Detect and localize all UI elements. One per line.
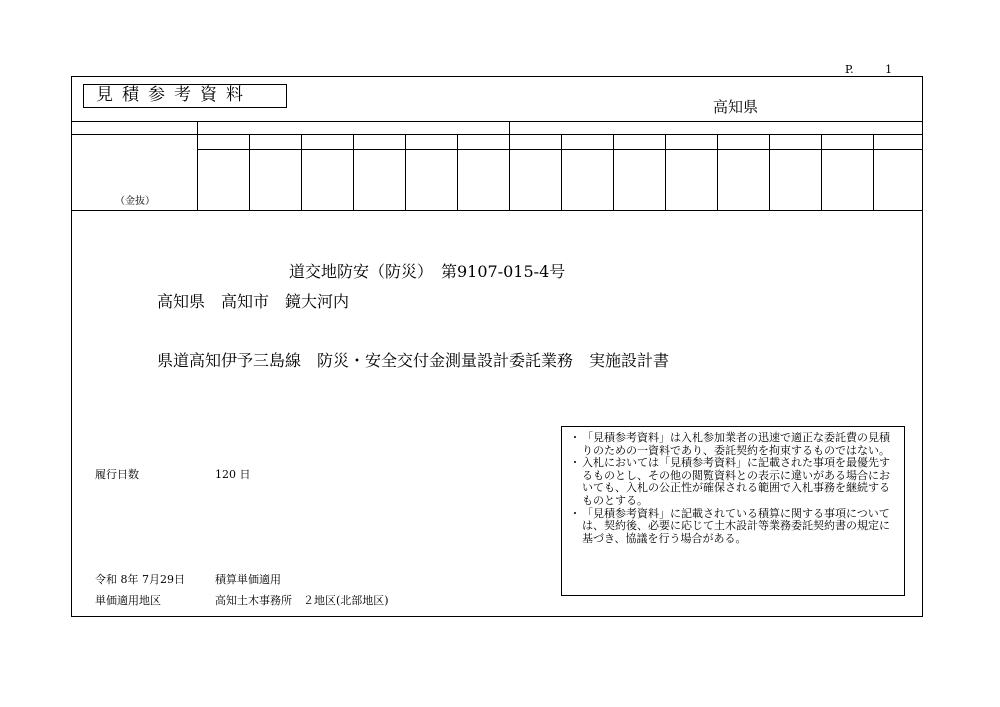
grid-divider — [405, 134, 406, 210]
project-number: 道交地防安（防災） 第9107-015-4号 — [289, 262, 566, 281]
project-name: 県道高知伊予三島線 防災・安全交付金測量設計委託業務 実施設計書 — [157, 351, 670, 370]
note-text: 「見積参考資料」に記載されている積算に関する事項については、契約後、必要に応じて土木設計等業務委託契約書の規定に基づき、協議を行う場合がある。 — [582, 506, 890, 545]
date-value: 積算単価適用 — [215, 573, 281, 586]
note-text: 「見積参考資料」は入札参加業者の迅速で適正な委託費の見積りのための一資料であり、委託契約を拘束するものではない。 — [582, 431, 890, 457]
grid-divider — [665, 134, 666, 210]
grid-divider — [457, 134, 458, 210]
grid-line-second — [71, 134, 923, 135]
grid-line-top — [71, 121, 923, 122]
grid-divider — [249, 134, 250, 210]
note-item — [568, 432, 898, 457]
document-title: 見積参考資料 — [83, 84, 287, 108]
grid-divider — [561, 134, 562, 210]
grid-divider — [301, 134, 302, 210]
note-bullet: ・ — [569, 506, 581, 520]
grid-line-third — [197, 149, 923, 150]
grid-divider — [873, 134, 874, 210]
note-item — [568, 508, 898, 546]
period-value: 120 日 — [215, 468, 251, 481]
note-bullet: ・ — [569, 456, 581, 470]
region-value: 高知土木事務所 ２地区(北部地区) — [215, 594, 389, 607]
note-bullet: ・ — [569, 431, 581, 444]
page-number — [845, 63, 892, 76]
note-item — [568, 457, 898, 507]
project-location: 高知県 高知市 鏡大河内 — [157, 292, 350, 311]
notes-box — [561, 426, 905, 596]
note-text: 入札においては「見積参考資料」に記載された事項を最優先するものとし、その他の閲覧資料との表示に違いがある場合においても、入札の公正性が確保される範囲で入札事務を継続するものとする。 — [582, 456, 890, 507]
prefecture-label: 高知県 — [713, 98, 759, 116]
grid-line-bottom — [71, 210, 923, 211]
date-label: 令和 8年 7月29日 — [95, 573, 185, 586]
page-prefix: P. — [845, 63, 854, 76]
grid-divider — [769, 134, 770, 210]
grid-divider — [821, 134, 822, 210]
grid-divider — [197, 121, 198, 210]
page-number-value: 1 — [885, 63, 893, 76]
grid-divider — [717, 134, 718, 210]
period-label: 履行日数 — [95, 468, 139, 481]
grid-divider — [509, 121, 510, 210]
grid-divider — [353, 134, 354, 210]
grid-divider — [613, 134, 614, 210]
region-label: 単価適用地区 — [95, 594, 161, 607]
amount-excluded-note: （金抜） — [115, 196, 155, 207]
